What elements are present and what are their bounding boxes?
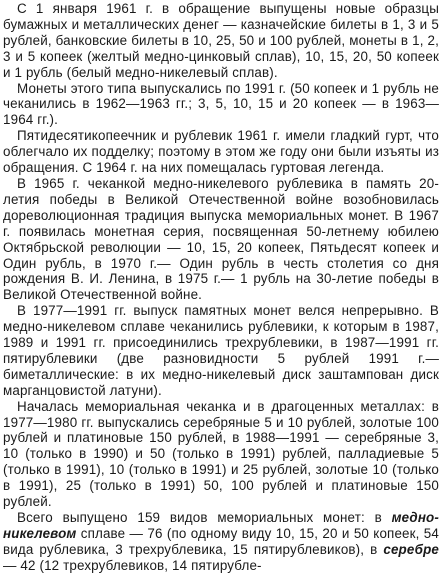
- emphasized-term: серебре: [383, 541, 439, 557]
- paragraph-text: С 1 января 1961 г. в обращение выпущены новые образцы бумажных и металлических денег — казначейские билеты в 1, 3 и 5 рублей, банковские билеты в 10, 25, 50 и 100 рублей, монеты в 1, 2, 3 и 5 копеек (желтый медно-цинковый сплав), 10, 15, 20, 50 копеек и 1 рубль (белый медно-никелевый сплав).: [3, 1, 439, 80]
- paragraph-coin-issue-years: [3, 81, 439, 129]
- paragraph-1953-currency-reform: [3, 1, 439, 81]
- paragraph-text: В 1965 г. чеканкой медно-никелевого рублевика в память 20-летия победы в Великой Отечественной войне возобновилась дореволюционная традиция выпуска мемориальных монет. В 1967 г. появилась монетная серия, посвященная 50-летнему юбилею Октябрьской революции — 10, 15, 20 копеек, Пятьдесят копеек и Один рубль, в 1970 г.— Один рубль в честь столетия со дня рождения В. И. Ленина, в 1975 г.— 1 рубль на 30-летие победы в Великой Отечественной войне.: [3, 175, 439, 303]
- paragraph-1977-1991-coins: [3, 303, 439, 398]
- paragraph-text: сплаве — 76 (по одному виду 10, 15, 20 и 50 копеек, 54 вида рублевика, 3 трехрублевика, 15 пятирублевиков), в: [3, 525, 439, 557]
- paragraph-commemorative-coins: [3, 176, 439, 303]
- paragraph-text: — 42 (12 трехрублевиков, 14 пятирубле-: [3, 557, 262, 573]
- paragraph-precious-metals: [3, 399, 439, 510]
- paragraph-text: В 1977—1991 гг. выпуск памятных монет велся непрерывно. В медно-никелевом сплаве чеканились рублевики, к которым в 1987, 1989 и 1991 гг. присоединились трехрублевики, в 1987—1991 гг. пятирублевики (две разновидности 5 рублей 1991 г.— биметаллические: в их медно-никелевый диск заштампован диск марганцовистой латуни).: [3, 303, 439, 398]
- paragraph-total-issued: [3, 510, 439, 574]
- paragraph-text: Монеты этого типа выпускались по 1991 г. (50 копеек и 1 рубль не чеканились в 1962—1963 гг.; 3, 5, 10, 15 и 20 копеек — в 1963—1964 гг.).: [3, 80, 439, 128]
- document-page: [3, 1, 439, 574]
- paragraph-smooth-edge: [3, 128, 439, 176]
- emphasized-term: медно-никелевом: [3, 510, 439, 541]
- paragraph-text: Пятидесятикопеечник и рублевик 1961 г. имели гладкий гурт, что облегчало их подделку; поэтому в этом же году они были изъяты из обращения. С 1964 г. на них помещалась гуртовая легенда.: [3, 128, 439, 176]
- paragraph-text: Всего выпущено 159 видов мемориальных монет: в: [17, 510, 392, 525]
- paragraph-text: Началась мемориальная чеканка и в драгоценных металлах: в 1977—1980 гг. выпускались серебряные 5 и 10 рублей, золотые 100 рублей и платиновые 150 рублей, в 1988—1991 — серебряные 3, 10 (только в 1990) и 50 (только в 1991) рублей, палладиевые 5 (только в 1991), 10 (только в 1991) и 25 рублей, золотые 10 (только в 1991), 25 (только в 1991) 50, 100 рублей и платиновые 150 рублей.: [3, 398, 439, 510]
